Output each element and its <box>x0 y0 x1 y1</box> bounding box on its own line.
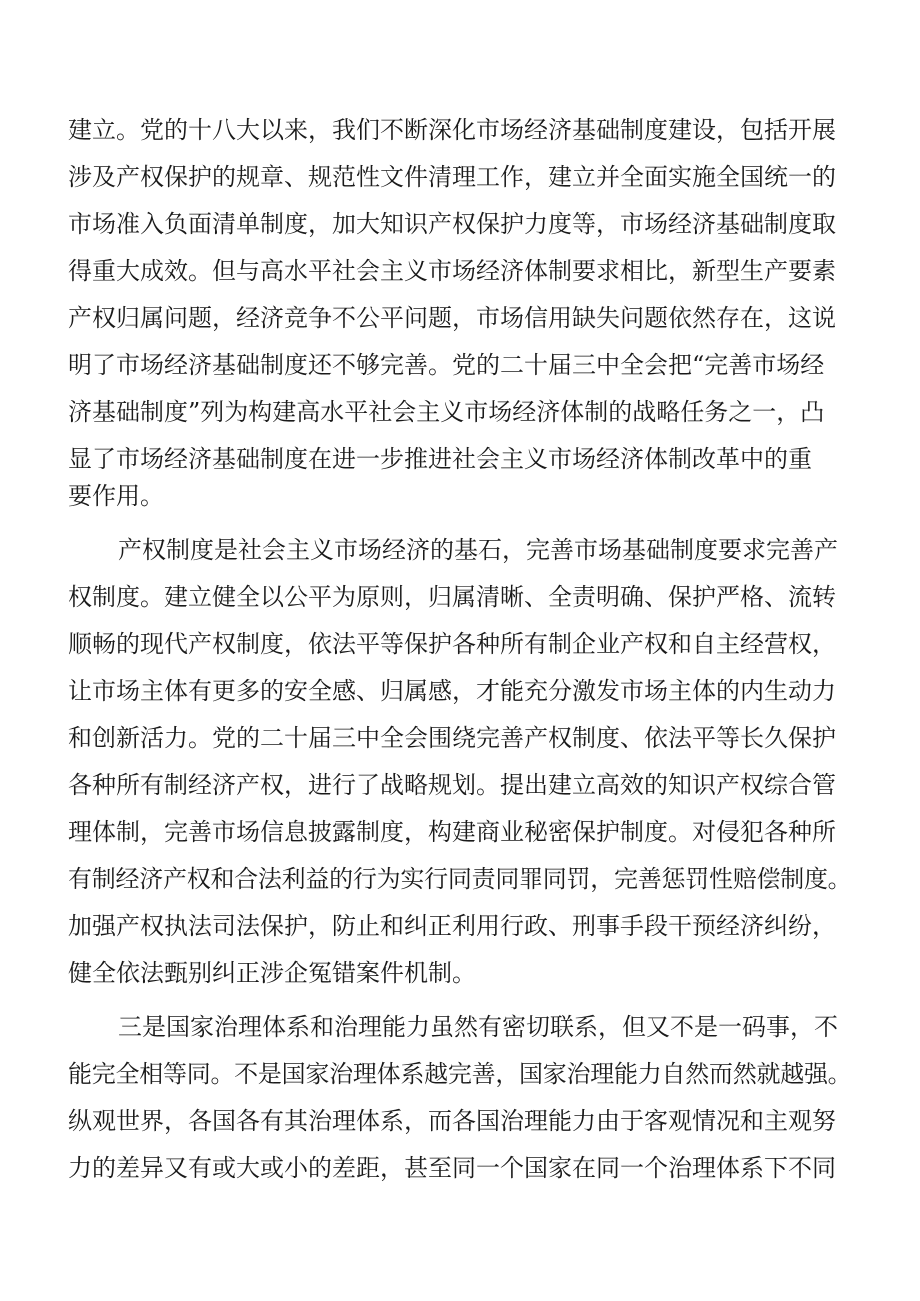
paragraph-1-line-7: 济基础制度”列为构建高水平社会主义市场经济体制的战略任务之一，凸 <box>68 398 825 426</box>
paragraph-2-line-5: 和创新活力。党的二十届三中全会围绕完善产权制度、依法平等长久保护 <box>68 724 836 752</box>
paragraph-1-line-8: 显了市场经济基础制度在进一步推进社会主义市场经济体制改革中的重 <box>68 445 812 473</box>
paragraph-1-line-4: 得重大成效。但与高水平社会主义市场经济体制要求相比，新型生产要素 <box>68 257 836 285</box>
paragraph-1-line-1: 建立。党的十八大以来，我们不断深化市场经济基础制度建设，包括开展 <box>68 116 836 144</box>
paragraph-3-line-2: 能完全相等同。不是国家治理体系越完善，国家治理能力自然而然就越强。 <box>68 1060 852 1088</box>
paragraph-1-line-6: 明了市场经济基础制度还不够完善。党的二十届三中全会把“完善市场经 <box>68 351 825 379</box>
paragraph-3-line-3: 纵观世界，各国各有其治理体系，而各国治理能力由于客观情况和主观努 <box>68 1107 836 1135</box>
paragraph-2-line-7: 理体制，完善市场信息披露制度，构建商业秘密保护制度。对侵犯各种所 <box>68 818 836 846</box>
paragraph-1-line-9: 要作用。 <box>68 482 164 510</box>
paragraph-1-line-2: 涉及产权保护的规章、规范性文件清理工作，建立并全面实施全国统一的 <box>68 163 836 191</box>
paragraph-1-line-5: 产权归属问题，经济竞争不公平问题，市场信用缺失问题依然存在，这说 <box>68 304 836 332</box>
paragraph-3-line-1: 三是国家治理体系和治理能力虽然有密切联系，但又不是一码事，不 <box>118 1013 838 1041</box>
paragraph-2-line-1: 产权制度是社会主义市场经济的基石，完善市场基础制度要求完善产 <box>118 536 838 564</box>
paragraph-2-line-9: 加强产权执法司法保护，防止和纠正利用行政、刑事手段干预经济纠纷， <box>68 912 836 940</box>
paragraph-2-line-2: 权制度。建立健全以公平为原则，归属清晰、全责明确、保护严格、流转 <box>68 583 836 611</box>
paragraph-2-line-6: 各种所有制经济产权，进行了战略规划。提出建立高效的知识产权综合管 <box>68 771 836 799</box>
paragraph-1-line-3: 市场准入负面清单制度，加大知识产权保护力度等，市场经济基础制度取 <box>68 210 836 238</box>
paragraph-2-line-8: 有制经济产权和合法利益的行为实行同责同罪同罚，完善惩罚性赔偿制度。 <box>68 865 852 893</box>
paragraph-3-line-4: 力的差异又有或大或小的差距，甚至同一个国家在同一个治理体系下不同 <box>68 1154 836 1182</box>
paragraph-2-line-4: 让市场主体有更多的安全感、归属感，才能充分激发市场主体的内生动力 <box>68 677 836 705</box>
paragraph-2-line-10: 健全依法甄别纠正涉企冤错案件机制。 <box>68 959 476 987</box>
paragraph-2-line-3: 顺畅的现代产权制度，依法平等保护各种所有制企业产权和自主经营权， <box>68 630 836 658</box>
